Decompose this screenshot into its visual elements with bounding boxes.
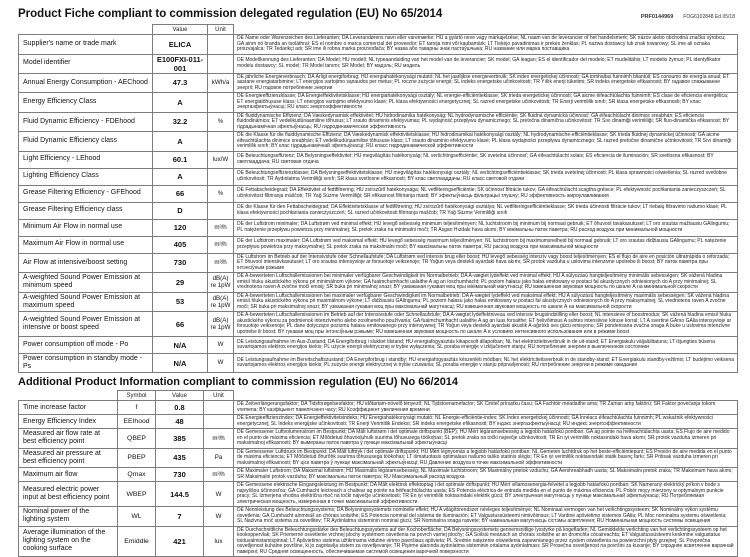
doc-code: FOG6102848 Ed 05/18: [683, 14, 735, 20]
row-description: DE A-bewerteten Luftschallemissionen bei minimaler verfügbarer Geschwindigkeit im Normalbetrieb; DA A-vægtet lydeffekt ved minimal effekt; HU A súlyozású hangteljesítmény minimális sebességen; SK vážená hladina emisií hluku akustického výkonu pri minimálnom výkone; GA fuaimchumhacht ualaithe A ag an íoschumhacht; PL poziom hałasu jako hałas emitowany w postaci fal akustycznych odniesionych do A przy minimalnej; SL vrednotena raven A zvočne moči emisij; SR buka pri minimalnoj snazi; BY узважаная гукавая моц пры мінімальнай магутнасці; RU взвешенная звуковая мощность по шкале А на минимальной скорости: [234, 273, 738, 293]
row-unit: dB(A) re 1pW: [208, 273, 234, 293]
row-description: DE Beleuchtungseffizienz; DA Belysningseffektivitet; HU megvilágítás hatékonyság; NL verlichtingsefficiëntie; SK svetelná účinnosť; GA éifeachtúlacht solais; ES eficiencia de iluminación; SR svetlosna efikasnost; BY светлааддача; RU световая отдача: [234, 151, 738, 168]
table-row: [19, 292, 738, 312]
row-value: N/A: [153, 337, 208, 354]
row-label: Grease Filtering Efficiency class: [19, 202, 153, 219]
table-row: [19, 448, 738, 468]
table-row: [19, 185, 738, 202]
row-symbol: WL: [118, 507, 156, 527]
row-value: 435: [156, 448, 204, 468]
table-header-row: [19, 391, 738, 401]
row-label: Fluid Dynamic Efficiency - FDEhood: [19, 112, 153, 132]
table-row: [19, 54, 738, 73]
row-unit: [204, 401, 234, 415]
table-row: [19, 401, 738, 415]
row-value: 53: [153, 292, 208, 312]
row-value: 32.2: [153, 112, 208, 132]
row-description: DE die Klasse für die fluiddynamische Effizienz; DA Væskedynamisk effektivitetsklasse; HU hidrodinamikai hatékonysági osztály; NL hydrodynamische-efficiëntieklasse; SK trieda fluidnej dynamickej účinnosti; GA aicme éifeachtúlachta dinimice sreabhán; ET vedelikudünaamilise tõhususe klass; LT srauto dinaminio efektyvumo klasė; PL klasa wydajności przepływu dynamicznego; SL razred pretočne dinamične učinkovitosti; TR Sıvı dinamiği verimlilik sınıfı; BY клас гідрадынамічнай эфектыўнасці; RU класс гидродинамической эффективности: [234, 132, 738, 152]
row-unit: lux/W: [208, 151, 234, 168]
row-label: Air Flow at intensive/boost setting: [19, 253, 153, 273]
row-label: Minimum Air Flow in normal use: [19, 219, 153, 236]
row-label: Energy Efficiency Class: [19, 93, 153, 113]
row-value: 730: [153, 253, 208, 273]
row-symbol: WBEP: [118, 482, 156, 507]
row-unit: dB(A) re 1pW: [208, 292, 234, 312]
row-unit: kWh/a: [208, 73, 234, 93]
row-value: 120: [153, 219, 208, 236]
table-row: [19, 312, 738, 337]
row-description: DE Leistungsaufnahme im Aus-Zustand; DA Energiforbrug i slukket tilstand; HU energiafogyasztás kikapcsolt állapotban; NL het elektriciteitsverbruik in de uit-stand; ET Energiakulu väljalülitatuna; LT išjungties būsena suvartojamos elektros energijos kiekis; PL użycie energii elektrycznej w trybie wyłączenia; SL poraba energije v izključenem stanju; RU потребление энергии в выключенном состоянии: [234, 337, 738, 354]
row-value: 60.1: [153, 151, 208, 168]
table-row: [19, 415, 738, 429]
table-row: [19, 337, 738, 354]
row-unit: W: [204, 482, 234, 507]
table-row: [19, 236, 738, 253]
additional-table: [18, 390, 738, 557]
doc-ref: PRF0144969: [640, 14, 674, 20]
row-description: DE Nennleistung des Beleuchtungssystems; DA Belysningssystemets nominelle effekt; HU A világítórendszer névleges teljesítménye; NL Nominaal vermogen van het verlichtingssysteem; SK Nominálny výkon systému osvetlenia; GA Cumhacht ainmniúil an chórais soilsithe; ES Potencia nominal del sistema de iluminación; ET Valgustussüsteemi nimivõimsus; LT Vardinė apšvietimo sistemos GAlia; PL Moc nominalna systemu oświetlenia; SL Nazivna moč sistema za osvetlitev; TR Aydınlatma sisteminin nominal gücü; SR Nominalna snaga rasvete; BY намінальная магутнасць сістэмы асвятлення; RU Номинальная мощность системы освещения: [234, 507, 738, 527]
row-label: Supplier's name or trade mark: [19, 35, 153, 55]
row-value: 48: [156, 415, 204, 429]
row-description: DE Energieeffizienzindex; DA Energieffektivitetsindeks; HU Energiahatékonysági mutató; NL Energie-efficiëntie-index; SK Index energetickej účinnosti; GA Innéacs éifeachtúlachta fuinnimh; PL wskaźnik efektywności energetycznej; SL Indeks energijske učinkovitosti; TR Enerji Verimlilik Endeksi; SR indeks energetske efikasnosti; BY індэкс энергаэфектыўнасці; RU индекс энергоэффективности: [234, 415, 738, 429]
table-row: [19, 219, 738, 236]
row-label: A-weighted Sound Power Emission at minimum speed: [19, 273, 153, 293]
row-symbol: f: [118, 401, 156, 415]
row-description: DE A-bewerteten Luftschallemissionen im Betrieb auf der Intensivstufe oder Schnellaufstufe; DA A-vægtet lydeffektniveau ved intensiv brugsindstilling eller boost; NL intensieve of boostmodus; SK vážená hladina emisií hluku akustického výkonu za podmienok intenzívneho alebo zosilneného používania; GA fuaimchumhacht ualaithe A ag an luas forsaithe; ET helivõimsus A suhtes intensiivse kiiruse korral; LT A svertinė GArso GAlia intensyvioje ar forsuotoje veiksenoje; PL dane dotyczące poziomu hałasu emitowanego przy intensywnej; TR Yoğun veya destekli ayardaki akustik A-ağırlıklı ses gücü emisyonu; SR ponderisana zvučna snaga A buke u uslovima intenzivne upotrebe ili boost; BY гукавая моц пры інтэнсіўным рэжыме; RU взвешенная звуковая мощность по шкале А в условиях интенсивного использования или в режиме boost: [234, 312, 738, 337]
row-value: 47.3: [153, 73, 208, 93]
row-label: Light Efficiency - LEhood: [19, 151, 153, 168]
table-header-row: [19, 25, 738, 35]
row-description: DE Beleuchtungseffizienzklasse; DA Belysningseffektivitetsklasse; HU megvilágítás hatékonysági osztály; NL verlichtingsefficiëntieklasse; SK trieda svetelnej účinnosti; PL klasa sprawności oświetlenia; SL razred svetlobne učinkovitosti; TR Aydınlatma Verimliliği sınıfı; SR klasa svetlosne efikasnosti; BY клас светлааддачы; RU класс световой отдачи: [234, 168, 738, 185]
row-unit: m³/h: [208, 219, 234, 236]
row-label: Annual Energy Consumption - AEChood: [19, 73, 153, 93]
row-value: 66: [153, 312, 208, 337]
row-value: E100FXI-011-001: [153, 54, 208, 73]
additional-title: Additional Product Information compliant to commission regulation (EU) No 66/2014: [18, 376, 459, 389]
table-row: [19, 35, 738, 55]
row-value: 730: [156, 468, 204, 482]
row-description: DE der Luftstrom maximaler; DA Luftstrøm ved maksimal effekt; HU levegő sebesség maximum teljesítményen; NL luchtstroom bij maximumsnelheid bij normaal gebruik; LT oro srautas didžiausiu GAlingumu; PL natężenie przepływu powietrza przy maksymalnej; SL pretok zraka na maksimalni moči; BY максімальны паток паветра; RU расход воздуха при максимальной мощности: [234, 236, 738, 253]
row-label: Time increase factor: [19, 401, 118, 415]
col-header-unit: Unit: [208, 25, 234, 35]
row-description: DE Luftstrom im Betrieb auf der Intensivstufe oder Schnellaufstufe; DA Luftstrøm ved intensiv brug eller boost; HU levegő sebesség intenzív vagy boost teljesítményen; ES el flujo de aire en posición ultrarrápida o reforzada; ET õhuvool intensiivkasutusel; LT oro srautas intensyvioje ar forsuotoje veiksenoje; TR Yoğun veya destekli ayardaki hava akımı; SR protok vazduha u uslovima intenzivne upotrebe ili boost; BY паток паветра пры інтэнсіўным рэжыме: [234, 253, 738, 273]
row-description: DE Gemessener Luftdruck im Bestpunkt; DA Målt lufttryk i det optimale driftspunkt; HU Mért légnyomás a legjobb hatásfokú pontban; NL Gemeten luchtdruk op het beste-efficiëntiepunt; ES Presión de aire medida en el punto de máxima eficiencia; ET Mõõdetud õhurõhk suurima tõhususega töökohas; LT išmatuotasis optimalaus našumo taško statinis slėgis; TR En iyi verimlilik noktasındaki statik basınç farkı; SR Pritisak vazduha izmeren pri maksimalnoj efikasnosti; BY ціск паветра ў пункце максімальнай эфектыўнасці; RU Давление воздуха в точке максимальной эффективности: [234, 448, 738, 468]
row-label: Maximum Air Flow in normal use: [19, 236, 153, 253]
row-unit: W: [208, 337, 234, 354]
row-unit: m³/h: [204, 468, 234, 482]
row-description: DE Zeitverlängerungsfaktor; DA Tidsforøgelsesfaktor; HU időtartam-növelő tényező; NL Tijdstoenamefactor; SK Činiteľ prírastku času; GA Fachtóir méadaithe ama; TR Zaman artış faktörü; SR Faktor povećanja tokom vremena; BY каэфіцыент павелічэння часу; RU Коэффициент увеличения времени: [234, 401, 738, 415]
table-row: [19, 112, 738, 132]
row-symbol: QBEP: [118, 429, 156, 449]
document-header: [18, 8, 737, 20]
table-row: [19, 73, 738, 93]
row-symbol: PBEP: [118, 448, 156, 468]
row-symbol: EEIhood: [118, 415, 156, 429]
fiche-table: [18, 24, 738, 373]
row-unit: dB(A) re 1pW: [208, 312, 234, 337]
row-unit: [208, 132, 234, 152]
document-codes: [641, 14, 737, 20]
row-unit: [204, 415, 234, 429]
row-label: Measured air flow rate at best efficiency point: [19, 429, 118, 449]
table-row: [19, 151, 738, 168]
row-value: A: [153, 168, 208, 185]
row-unit: Pa: [204, 448, 234, 468]
row-unit: [208, 54, 234, 73]
row-value: 7: [156, 507, 204, 527]
row-value: 421: [156, 526, 204, 557]
row-value: A: [153, 132, 208, 152]
row-unit: [208, 202, 234, 219]
row-value: D: [153, 202, 208, 219]
row-value: 0.8: [156, 401, 204, 415]
row-description: DE Fettabscheidegrad; DA Effektivitet af fedtfiltrering; HU zsírszűrő hatékonysága; NL vetfilteringsefficiëntie; SK účinnosť filtrácie tukov; GA éifeachtúlacht scagtha gréisce; PL efektywność pochłaniania zanieczyszczeń; SL učinkovitost filtriranja maščob; TR Yağ Süzme Verimliliği; SR efikasnost filtriranja masti; BY эфектыўнасць фільтрацыі тлушчу; RU эффективность жироулавливания: [234, 185, 738, 202]
row-unit: lux: [204, 526, 234, 557]
row-label: Fluid Dynamic Efficiency class: [19, 132, 153, 152]
row-value: N/A: [153, 354, 208, 373]
row-label: A-weighted Sound Power Emission at maximum speed: [19, 292, 153, 312]
col-header-value: Value: [156, 391, 204, 401]
row-description: DE Leistungsaufnahme im Bereitschaftszustand; DA Energiforbrug i standby; HU energiafogyasztás készenléti módban; NL het elektriciteitsverbruik in de standby-stand; ET Energiakulu standby-režiimis; LT budėjimo veiksena suvartojamos elektros energijos kiekis; PL zużycie energii elektrycznej w trybie czuwania; SL poraba energije v stanju pripravljenosti; RU потребление энергии в режиме ожидания: [234, 354, 738, 373]
row-label: Measured air pressure at best efficiency point: [19, 448, 118, 468]
col-header-symbol: Symbol: [118, 391, 156, 401]
row-label: Power consumption off mode - Po: [19, 337, 153, 354]
row-symbol: Qmax: [118, 468, 156, 482]
row-description: DE Gemessene elektrische Eingangsleistung im Bestpunkt; DA Målt elektrisk effektoptag i det optimale driftspunkt; HU Mért villamosenergia-felvétel a legjobb hatásfokú pontban; SK Nameraný elektrický príkon v bode s najvyššou účinnosťou; GA Cumhacht leictreach a chaitear ag pointe na héifeachtúlachta uasta; ES Potencia eléctrica de entrada medida en el punto de máxima eficiencia; PL Pobór mocy mierzony w optymalnym punkcie pracy; SL Izmerjena vhodna električna moč na točki največje učinkovitosti; TR En iyi verimlilik noktasındaki elektrik gücü; BY электрычная магутнасць у пункце максімальнай эфектыўнасці; RU Потребляемая электрическая мощность, измеренная в точке максимальной эффективности: [234, 482, 738, 507]
row-symbol: Emiddle: [118, 526, 156, 557]
table-row: [19, 168, 738, 185]
row-unit: W: [204, 507, 234, 527]
row-value: 29: [153, 273, 208, 293]
page-title: Product Fiche compliant to commission delegated regulation (EU) No 65/2014: [18, 8, 443, 20]
row-value: ELICA: [153, 35, 208, 55]
row-description: DE jährliche Energieverbrauch; DA Årligt energiforbrug; HU energiahatékonysági mutató; NL het jaarlijkse energieverbruik; SK index energetickej účinnosti; GA tomhaltas fuinnimh bliantúil; ES consumo de energía anual; ET aastane energiatarbimine; LT energijos vartojimo sąnaudos per metus; PL roczne zużycie energii; SL indeks energetske učinkovitosti; TR Yıllık enerji tüketimi; SR indeks energetske efikasnosti; BY гадавое спажыванне энергіі; RU годовое потребление энергии: [234, 73, 738, 93]
row-label: Grease Filtering Efficiency - GFEhood: [19, 185, 153, 202]
row-unit: %: [208, 112, 234, 132]
row-description: DE fluiddynamische Effizienz; DA Væskedynamisk effektivitet; HU hidrodinamika hatékonyság; NL hydrodynamische efficiëntie; SK fluidná dynamická účinnosť; GA éifeachtúlacht dinimice sreabhán; ES eficiencia fluidodinámica; ET vedelikudünaamiline tõhusus; LT srauto dinaminis efektyvumas; PL wydajność przepływu dynamicznego; SL pretočna dinamična učinkovitost; TR Sıvı dinamiği verimliliği; SR fluo-dinamička efikasnost; BY гідрадынамічная эфектыўнасць; RU гидродинамическая эффективность: [234, 112, 738, 132]
row-value: 405: [153, 236, 208, 253]
row-value: 144.5: [156, 482, 204, 507]
row-label: Model identifier: [19, 54, 153, 73]
row-description: DE Maximaler Luftstrom; DA Maksimal luftstrøm; HU Maximális légáramsebesség; NL Maximale luchtstroom; SK Maximálny prietok vzduchu; GA Aershreabhadh uasta; SL Maksimalni pretok zraka; TR Maksimum hava akımı; SR Maksimalni protok vazduha; BY максімальны паток паветра; RU Максимальный расход воздуха: [234, 468, 738, 482]
row-label: Power consumption in standby mode - Ps: [19, 354, 153, 373]
row-label: Energy Efficiency Index: [19, 415, 118, 429]
row-unit: m³/h: [204, 429, 234, 449]
row-unit: W: [208, 354, 234, 373]
row-label: Maximum air flow: [19, 468, 118, 482]
row-unit: [208, 168, 234, 185]
row-unit: m³/h: [208, 253, 234, 273]
row-unit: m³/h: [208, 236, 234, 253]
row-description: DE der Luftstrom minimaler; DA Luftstrøm ved minimal effekt; HU levegő sebesség minimum teljesítményen; NL luchtstroom bij minimum bij normaal gebruik; ET õhuvool tavakasutusel; LT oro srautas mažiausiu GAlingumu; PL natężenie przepływu powietrza przy minimalnej; SL pretok zraka na minimalni moči; TR Asgari Hızdaki hava akımı; BY мінімальны паток паветра; RU расход воздуха при минимальной мощности: [234, 219, 738, 236]
row-description: DE Name oder Warenzeichen des Lieferanten; DA Leverandørens navn eller varemærke; HU a gyártó neve vagy márkajelzése; NL naam van de leverancier of het handelsmerk; SK názov alebo obchodná značka výrobcu; GA ainm nó branda an tsoláthraí; ES el nombre o marca comercial del proveedor; ET tarnija nimi või kaubamärk; LT Tiekėjo pavadinimas ir prekės ženklas; PL nazwa dostawcy lub znak towarowy; SL ime ali oznaka proizvajalca; TR Tedarikçi adı; SR ime ili robna marka proizvođača; BY назва або таварны знак пастаўшчыка; RU название или марка поставщика: [234, 35, 738, 55]
table-row: [19, 468, 738, 482]
row-unit: [208, 35, 234, 55]
row-label: Measured electric power input at best efficiency point: [19, 482, 118, 507]
table-row: [19, 273, 738, 293]
col-header-unit: Unit: [204, 391, 234, 401]
row-value: 385: [156, 429, 204, 449]
table-row: [19, 202, 738, 219]
row-label: Lighting Efficiency Class: [19, 168, 153, 185]
row-description: DE Gemessener Luftvolumenstrom im Bestpunkt; DA Målt luftstrøm i det optimale driftspunkt (BEP); HU Mért légáramsebesség a legjobb hatásfokú pontban; GA ag pointe na héifeachtúlachta uasta; ES Flujo de aire medido en el punto de máxima eficiencia; ET Mõõdetud õhuvooluhulk suurima tõhususega töökohas; SL pretok zraka na točki največje učinkovitosti; TR En iyi verimlilik noktasındaki hava akımı; SR protok vazduha izmeren pri maksimalnoj efikasnosti; BY вымераны паток паветра ў пункце максімальнай эфектыўнасці: [234, 429, 738, 449]
table-row: [19, 132, 738, 152]
row-label: Average illumination of the lighting system on the cooking surface: [19, 526, 118, 557]
row-value: 66: [153, 185, 208, 202]
row-label: Nominal power of the lighting system: [19, 507, 118, 527]
table-row: [19, 354, 738, 373]
row-description: DE A-bewerteten Luftschallemissionen bei maximaler verfügbarer Geschwindigkeit im Normalbetrieb; DA A-vægtet lydeffekt ved maksimal effekt; HU A súlyozású hangteljesítmény maximális sebességen; SK vážená hladina emisií hluku akustického výkonu pri maximálnom výkone; LT didžiausiu GAlingumu; PL poziom hałasu jako hałas emitowany w postaci fal akustycznych odniesionych do A przy maksymalnej; SL vrednotena raven A zvočne moči; SR buka pri maksimalnoj snazi; BY узважаная гукавая моц пры максімальнай магутнасці; RU взвешенная звуковая мощность по шкале А на максимальной скорости: [234, 292, 738, 312]
row-unit: %: [208, 185, 234, 202]
row-description: DE Durchschnittliche Beleuchtungsstärke des Beleuchtungssystems auf der Kochoberfläche; DA Belysningssystemets gennemsnitlige lysstyrke på kogefladen; NL Gemiddelde verlichting van het verlichtingssysteem op het kookoppervlak; SK Priemerné osvetlenie vrchnej plochy systémom osvetlenia na povrch varnej plochy; GA Soilsiú meánach an chórais soilsithe ar an dromchla cócaireachta; ET Valgustussüsteemi keskmine valgustatus toiduvalmistamispinnal; LT Apšvietimo sistema užtikrinama vidutinė virimo paviršiaus apšvieta; PL Średnie natężenie oświetlenia zapewnianego przez system oświetlenia na powierzchni płyty grzejnej; SL Povprečna osvetljenost kuhalne površine, ki jo zagotavlja sistem za osvetljevanje; TR Pişirme alanında aydınlatma sisteminin ortalama aydınlatması; SR Prosečna osvetljenost na površini za kuvanje; BY сярэдняе асвятленне варачнай паверхні; RU Средняя освещенность, обеспечиваемая системой освещения варочной поверхности: [234, 526, 738, 557]
table-row: [19, 482, 738, 507]
table-row: [19, 526, 738, 557]
table-row: [19, 429, 738, 449]
table-row: [19, 507, 738, 527]
table-row: [19, 253, 738, 273]
row-description: DE Modellkennung des Lieferanten; DA Model; HU modell; NL typeaanduiding van het model van de leverancier; SK model; GA leagan; ES el identificador del modelo; ET mudelitähis; LT modelio žymuo; PL identyfikator modelu dostawcy; SL model; TR Model tanımı; SR Model; BY мадэль; RU модель: [234, 54, 738, 73]
col-header-value: Value: [153, 25, 208, 35]
row-unit: [208, 93, 234, 113]
table-row: [19, 93, 738, 113]
row-value: A: [153, 93, 208, 113]
row-label: A-weighted Sound Power Emission at intensive or boost speed: [19, 312, 153, 337]
row-description: DE die Klasse für den Fettabscheidegrad; DA Effektivitetsklasse af fedtfiltrering; HU zsírszűrő hatékonysági osztálya; NL vetfilteringsefficiëntieklasse; SK trieda účinnosti filtrácie tukov; LT riebalų filtravimo našumo klasė; PL klasa efektywności pochłaniania zanieczyszczeń; SL razred učinkovitosti filtriranja maščob; TR Yağ Süzme Verimliliği sınıfı: [234, 202, 738, 219]
row-description: DE Energieeffizienzklasse; DA Energieffektivitetsklasse; HU energiahatékonysági osztály; NL energie-efficiëntieklasse; SK trieda energetickej účinnosti; GA aicme éifeachtúlachta fuinnimh; ES clase de eficiencia energética; ET energiatõhususe klass; LT energijos vartojimo efektyvumo klasė; PL klasa efektywności energetycznej; SL razred energetske učinkovitosti; TR Enerji verimlilik sınıfı; SR klasa energetske efikasnosti; BY клас энергаэфектыўнасці; RU класс энергоэффективности: [234, 93, 738, 113]
